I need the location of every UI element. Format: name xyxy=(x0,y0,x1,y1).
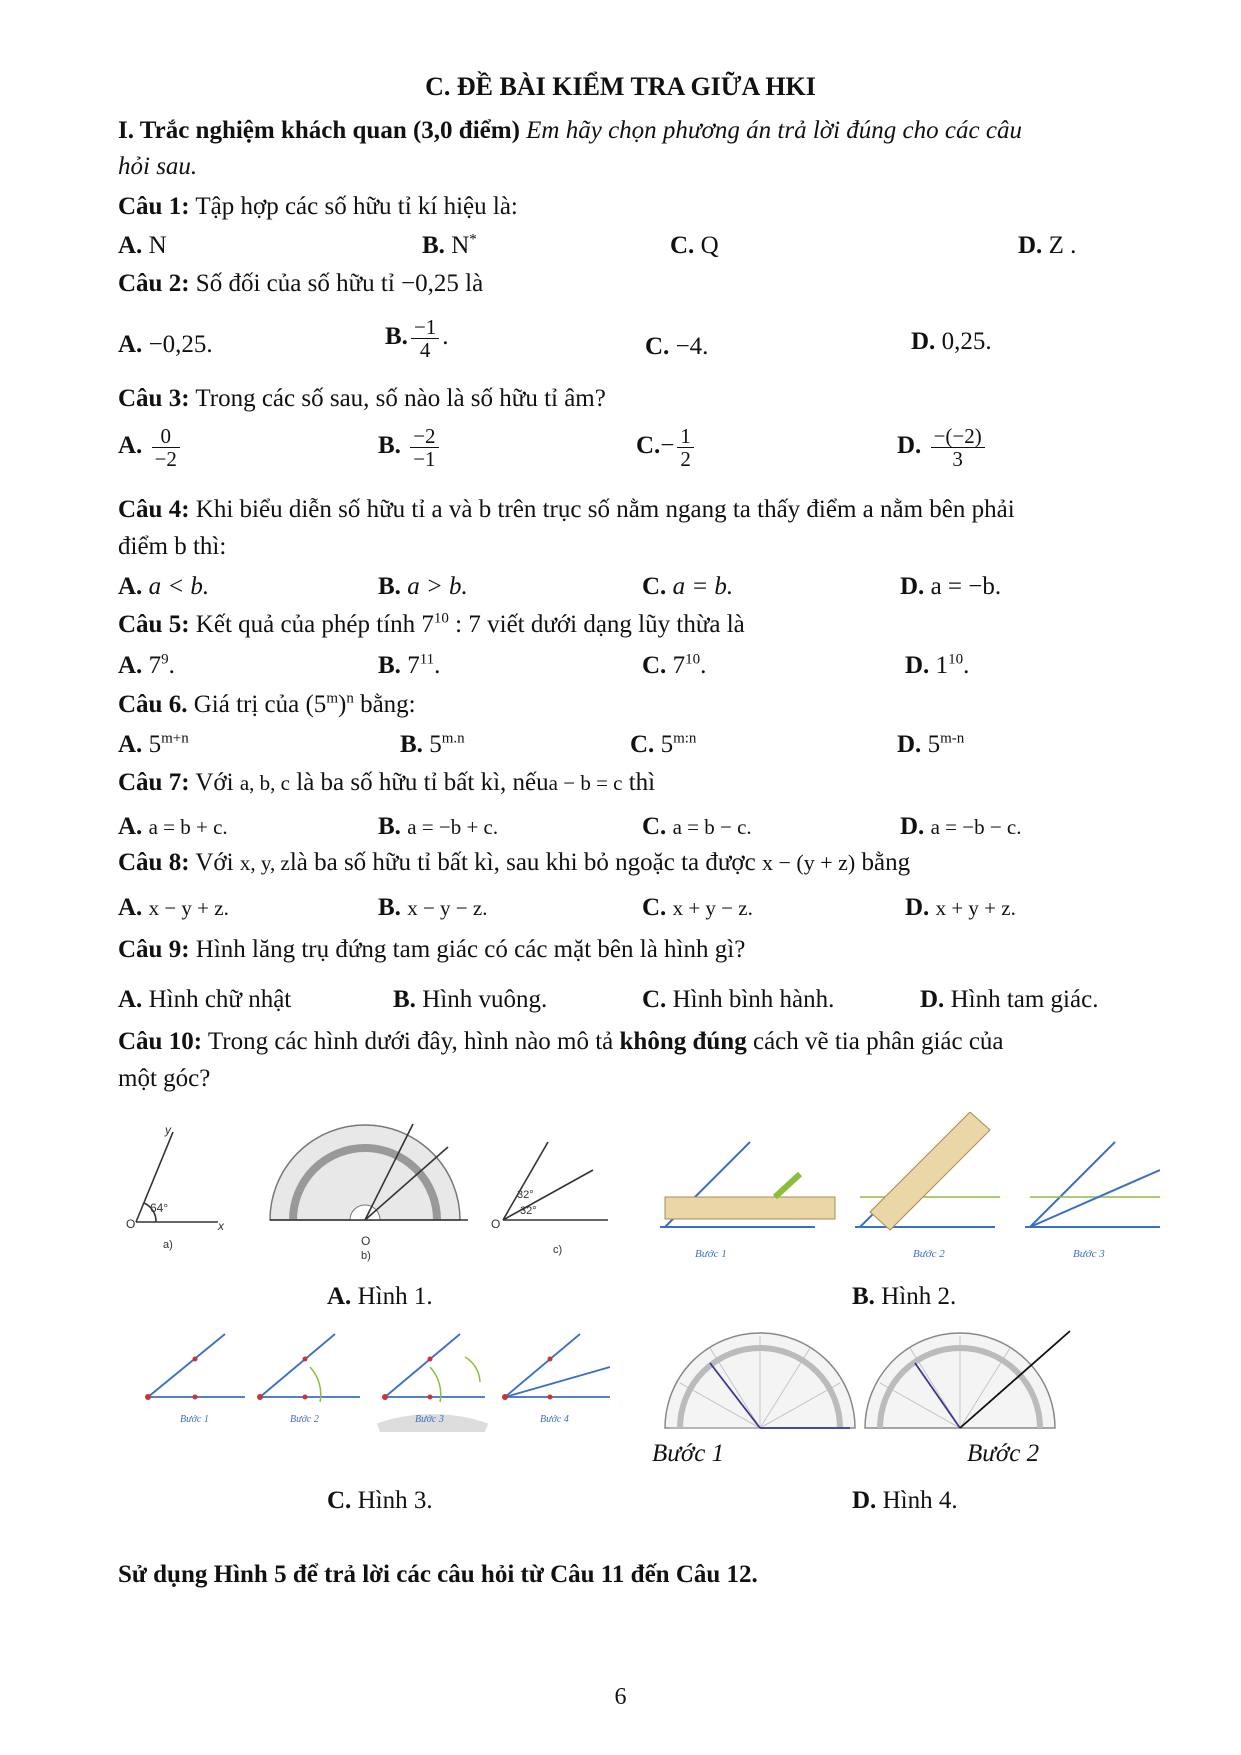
q6-option-d[interactable]: D. 5$^{m-n}$ xyxy=(897,730,965,758)
svg-text:x: x xyxy=(218,1219,224,1233)
q5-option-c[interactable]: C. $7^{10}$. xyxy=(642,651,707,679)
svg-text:O: O xyxy=(126,1217,136,1231)
q9-option-d[interactable]: D. Hình tam giác. xyxy=(920,986,1099,1013)
q7-option-a[interactable]: A. a = b + c. xyxy=(118,813,228,840)
q6-option-a[interactable]: A. $5^{m+n}$ xyxy=(118,730,189,758)
section-title: I. Trắc nghiệm khách quan (3,0 điểm) xyxy=(118,117,520,144)
figure-1[interactable] xyxy=(118,1112,630,1262)
q3-option-a[interactable]: A. $\frac{0}{-2}$ xyxy=(118,425,183,470)
figure-2[interactable] xyxy=(655,1112,1160,1272)
q1-option-b[interactable]: B. N* xyxy=(422,231,477,259)
protractor-step1 xyxy=(665,1333,855,1428)
option-c-caption[interactable]: C. Hình 3. xyxy=(327,1487,433,1514)
svg-text:O: O xyxy=(361,1234,371,1248)
question-2: Câu 2: Số đối của số hữu tỉ −0,25 là xyxy=(118,270,484,297)
step-label: Bước 3 xyxy=(415,1414,444,1425)
q4-option-c[interactable]: C. a = b. xyxy=(642,573,734,600)
q7-option-c[interactable]: C. a = b − c. xyxy=(642,813,752,840)
q8-option-b[interactable]: B. x − y − z. xyxy=(378,894,488,921)
question-9: Câu 9: Hình lăng trụ đứng tam giác có các mặt bên là hình gì? xyxy=(118,936,746,963)
question-10-cont: một góc? xyxy=(118,1065,211,1092)
question-6: Câu 6. Giá trị của $(5^m)^n$ bằng: xyxy=(118,690,416,718)
sub-label-a: a) xyxy=(163,1239,173,1251)
q2-option-a[interactable]: A. −0,25. xyxy=(118,331,213,358)
q9-option-a[interactable]: A. Hình chữ nhật xyxy=(118,986,292,1013)
q7-option-b[interactable]: B. a = −b + c. xyxy=(378,813,499,840)
question-7: Câu 7: Với a, b, c là ba số hữu tỉ bất kì, nếua − b = c thì xyxy=(118,769,656,796)
svg-text:y: y xyxy=(165,1123,171,1137)
protractor-step2 xyxy=(865,1331,1070,1428)
q3-option-b[interactable]: B. $\frac{-2}{-1}$ xyxy=(378,425,442,470)
half-angle-2: 32° xyxy=(520,1205,537,1217)
q5-option-b[interactable]: B. $7^{11}$. xyxy=(378,651,441,679)
figure-4-step1: Bước 1 xyxy=(652,1440,725,1467)
figure-4[interactable] xyxy=(650,1328,1090,1438)
q5-option-a[interactable]: A. $7^9$. xyxy=(118,651,175,679)
option-d-caption[interactable]: D. Hình 4. xyxy=(852,1487,958,1514)
q2-option-c[interactable]: C. −4. xyxy=(645,333,709,360)
option-a-caption[interactable]: A. Hình 1. xyxy=(327,1283,433,1310)
q2-option-d[interactable]: D. 0,25. xyxy=(911,328,992,355)
figure-1a xyxy=(136,1132,218,1222)
question-text: Tập hợp các số hữu tỉ kí hiệu là: xyxy=(195,193,518,220)
q7-option-d[interactable]: D. a = −b − c. xyxy=(900,813,1022,840)
question-5: Câu 5: Kết quả của phép tính $7^{10}$ : 7 viết dưới dạng lũy thừa là xyxy=(118,610,745,638)
q8-option-c[interactable]: C. x + y − z. xyxy=(642,894,753,921)
q1-option-a[interactable]: A. N xyxy=(118,232,167,259)
q1-option-c[interactable]: C. Q xyxy=(670,232,719,259)
question-10: Câu 10: Trong các hình dưới đây, hình nào mô tả không đúng cách vẽ tia phân giác của xyxy=(118,1028,1004,1055)
step-label: Bước 4 xyxy=(540,1414,569,1425)
page-number: 6 xyxy=(614,1684,627,1710)
q6-option-b[interactable]: B. $5^{m.n}$ xyxy=(400,730,465,758)
q3-option-d[interactable]: D. $\frac{-(-2)}{3}$ xyxy=(897,425,988,470)
question-label: Câu 1: xyxy=(118,193,190,220)
page-title: C. ĐỀ BÀI KIỂM TRA GIỮA HKI xyxy=(425,72,816,101)
q4-option-d[interactable]: D. a = −b. xyxy=(900,573,1002,600)
q2-option-b[interactable]: B. $\frac{-1}{4}$ . xyxy=(385,315,449,362)
q5-option-d[interactable]: D. $1^{10}$. xyxy=(905,651,970,679)
section-heading xyxy=(118,116,1022,146)
q6-option-c[interactable]: C. $5^{m:n}$ xyxy=(630,730,697,758)
step-label: Bước 3 xyxy=(1073,1248,1105,1260)
figure-4-step2: Bước 2 xyxy=(967,1440,1040,1467)
q8-option-d[interactable]: D. x + y + z. xyxy=(905,894,1016,921)
section-instruction-cont: hỏi sau. xyxy=(118,153,198,180)
question-1 xyxy=(118,192,518,222)
q9-option-c[interactable]: C. Hình bình hành. xyxy=(642,986,835,1013)
figure-1c xyxy=(503,1142,608,1220)
use-figure-instruction: Sử dụng Hình 5 để trả lời các câu hỏi từ Câu 11 đến Câu 12. xyxy=(118,1561,758,1588)
figure-3[interactable] xyxy=(140,1322,620,1432)
half-angle-1: 32° xyxy=(517,1189,534,1201)
q9-option-b[interactable]: B. Hình vuông. xyxy=(393,986,548,1013)
q1-option-d[interactable]: D. Z . xyxy=(1018,232,1077,259)
section-instruction: Em hãy chọn phương án trả lời đúng cho các câu xyxy=(526,117,1022,144)
step-label: Bước 1 xyxy=(695,1248,727,1260)
sub-label-c: c) xyxy=(553,1244,563,1256)
sub-label-b: b) xyxy=(361,1250,371,1262)
question-4: Câu 4: Khi biểu diễn số hữu tỉ a và b trên trục số nằm ngang ta thấy điểm a nằm bên phải xyxy=(118,496,1015,523)
option-b-caption[interactable]: B. Hình 2. xyxy=(852,1283,957,1310)
q4-option-a[interactable]: A. a < b. xyxy=(118,573,210,600)
question-8: Câu 8: Với x, y, zlà ba số hữu tỉ bất kì, sau khi bỏ ngoặc ta được x − (y + z) bằng xyxy=(118,849,911,876)
q4-option-b[interactable]: B. a > b. xyxy=(378,573,468,600)
protractor xyxy=(270,1124,468,1220)
step-label: Bước 1 xyxy=(180,1414,209,1425)
q3-option-c[interactable]: C.− $\frac{1}{2}$ xyxy=(636,425,697,470)
angle-label: 64° xyxy=(150,1201,169,1215)
step-label: Bước 2 xyxy=(290,1414,319,1425)
question-3: Câu 3: Trong các số sau, số nào là số hữu tỉ âm? xyxy=(118,385,606,412)
svg-text:O: O xyxy=(491,1217,501,1231)
q8-option-a[interactable]: A. x − y + z. xyxy=(118,894,229,921)
question-4-cont: điểm b thì: xyxy=(118,533,227,560)
step-label: Bước 2 xyxy=(913,1248,945,1260)
